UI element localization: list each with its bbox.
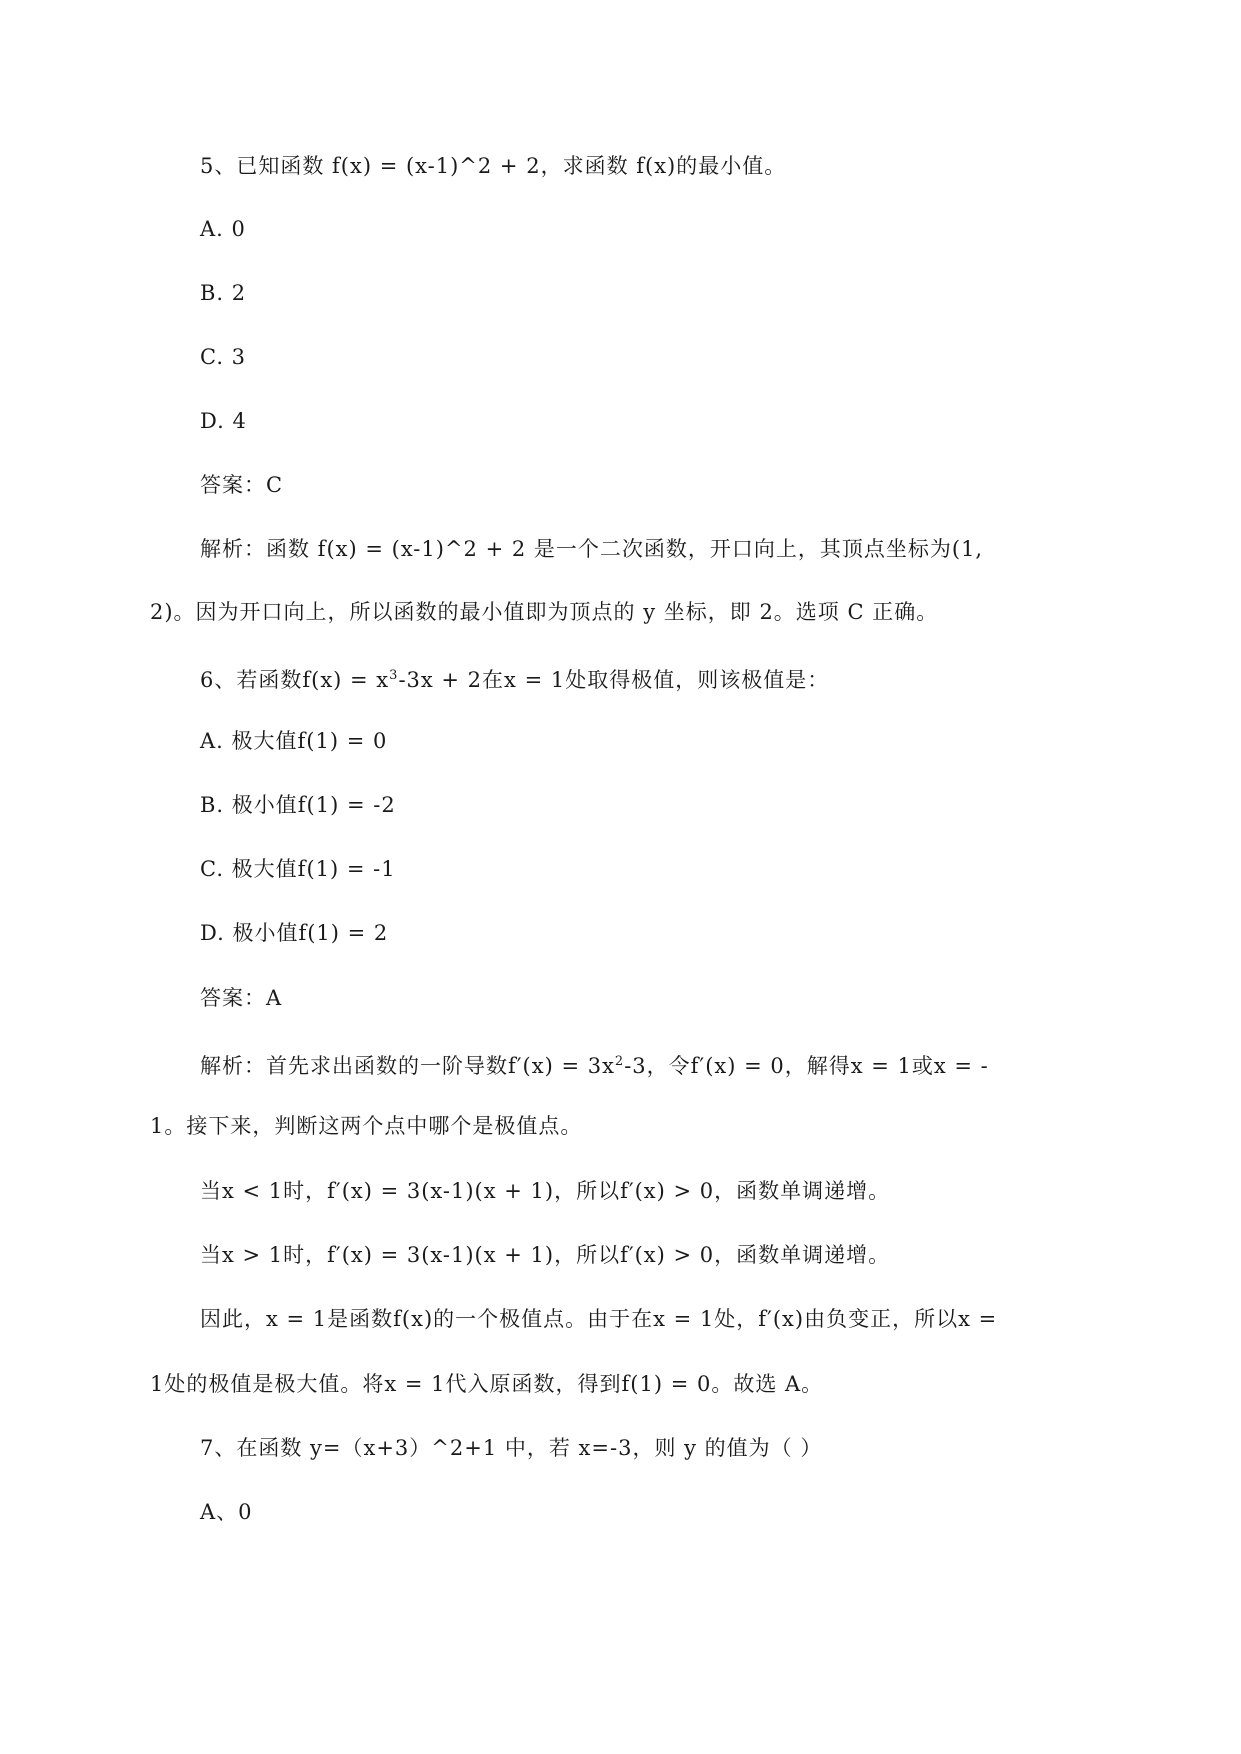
q6-stem-pre: 6、若函数f(x) = x	[200, 668, 390, 692]
q6-analysis-line-1	[200, 1046, 989, 1082]
q5-analysis-line-1: 解析：函数 f(x) = (x-1)^2 + 2 是一个二次函数，开口向上，其顶点坐标为(1,	[200, 537, 984, 561]
q6-option-b: B. 极小值f(1) = -2	[200, 793, 396, 817]
q6-option-c: C. 极大值f(1) = -1	[200, 857, 396, 881]
q6-option-a: A. 极大值f(1) = 0	[200, 729, 388, 753]
q6-conclusion-line-2: 1处的极值是极大值。将x = 1代入原函数，得到f(1) = 0。故选 A。	[150, 1372, 824, 1396]
q5-answer: 答案：C	[200, 473, 284, 497]
q6-case-1: 当x < 1时，f′(x) = 3(x-1)(x + 1)，所以f′(x) > 0，函数单调递增。	[200, 1179, 891, 1203]
q5-option-d: D. 4	[200, 409, 247, 433]
q6-stem-exponent: 3	[389, 668, 399, 683]
q7-option-a: A、0	[200, 1500, 253, 1524]
q6-analysis-exponent: 2	[614, 1054, 625, 1069]
q6-analysis-line-2: 1。接下来，判断这两个点中哪个是极值点。	[150, 1114, 583, 1138]
q7-stem: 7、在函数 y=（x+3）^2+1 中，若 x=-3，则 y 的值为（ ）	[200, 1436, 823, 1460]
q5-option-b: B. 2	[200, 281, 247, 305]
q5-analysis-line-2: 2)。因为开口向上，所以函数的最小值即为顶点的 y 坐标，即 2。选项 C 正确。	[150, 600, 939, 624]
q6-stem	[200, 660, 829, 696]
q6-analysis-post: -3，令f′(x) = 0，解得x = 1或x = -	[624, 1054, 989, 1078]
q6-option-d: D. 极小值f(1) = 2	[200, 921, 389, 945]
q6-analysis-pre: 解析：首先求出函数的一阶导数f′(x) = 3x	[200, 1054, 615, 1078]
q6-answer: 答案：A	[200, 986, 283, 1010]
q5-option-c: C. 3	[200, 345, 247, 369]
q5-option-a: A. 0	[200, 217, 246, 241]
q6-case-2: 当x > 1时，f′(x) = 3(x-1)(x + 1)，所以f′(x) > 0，函数单调递增。	[200, 1243, 891, 1267]
q6-stem-post: -3x + 2在x = 1处取得极值，则该极值是：	[398, 668, 830, 692]
q5-stem: 5、已知函数 f(x) = (x-1)^2 + 2，求函数 f(x)的最小值。	[200, 154, 787, 178]
q6-conclusion-line-1: 因此，x = 1是函数f(x)的一个极值点。由于在x = 1处，f′(x)由负变正，所以x =	[200, 1307, 998, 1331]
